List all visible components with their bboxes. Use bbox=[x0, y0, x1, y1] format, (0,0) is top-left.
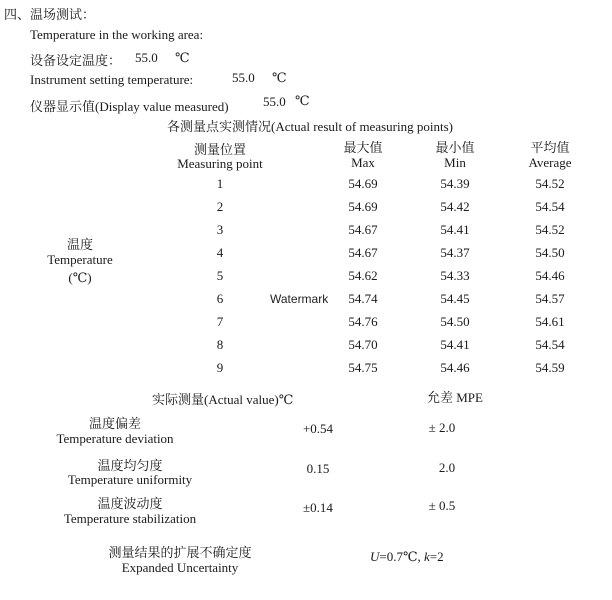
row-label-unit: (℃) bbox=[68, 270, 92, 285]
cell-avg: 54.50 bbox=[535, 245, 565, 260]
section-heading: 四、温场测试： bbox=[4, 7, 96, 22]
cell-min: 54.41 bbox=[440, 337, 470, 352]
uncertainty-label-en: Expanded Uncertainty bbox=[121, 560, 239, 575]
cell-avg: 54.61 bbox=[535, 314, 565, 329]
deviation-mpe: ± 2.0 bbox=[428, 420, 456, 435]
setting-temperature-cn-unit: ℃ bbox=[175, 50, 190, 65]
header-min-cn: 最小值 bbox=[435, 140, 475, 155]
cell-avg: 54.54 bbox=[535, 337, 565, 352]
u-value: =0.7℃, bbox=[379, 549, 425, 564]
cell-point: 3 bbox=[216, 222, 224, 237]
row-label-cn: 温度 bbox=[66, 237, 93, 252]
deviation-actual: +0.54 bbox=[302, 421, 334, 436]
cell-min: 54.42 bbox=[440, 199, 470, 214]
display-value-unit: ℃ bbox=[295, 93, 310, 108]
deviation-label-en: Temperature deviation bbox=[56, 431, 174, 446]
cell-max: 54.67 bbox=[348, 222, 378, 237]
cell-point: 1 bbox=[216, 176, 224, 191]
setting-temperature-en-unit: ℃ bbox=[272, 70, 287, 85]
header-min-en: Min bbox=[444, 155, 466, 170]
uniformity-label-en: Temperature uniformity bbox=[67, 472, 193, 487]
cell-avg: 54.57 bbox=[535, 291, 565, 306]
cell-max: 54.74 bbox=[348, 291, 378, 306]
cell-point: 9 bbox=[216, 360, 224, 375]
stabilization-label-en: Temperature stabilization bbox=[63, 511, 197, 526]
setting-temperature-en-value: 55.0 bbox=[232, 70, 255, 85]
watermark: Watermark bbox=[270, 292, 329, 306]
k-value: =2 bbox=[429, 549, 444, 564]
cell-min: 54.37 bbox=[440, 245, 470, 260]
header-point-en: Measuring point bbox=[177, 156, 263, 171]
cell-point: 5 bbox=[216, 268, 224, 283]
setting-temperature-en-label: Instrument setting temperature: bbox=[30, 72, 194, 87]
cell-point: 6 bbox=[216, 291, 224, 306]
mpe-header: 允差 MPE bbox=[427, 390, 483, 405]
cell-point: 4 bbox=[216, 245, 224, 260]
uniformity-mpe: 2.0 bbox=[438, 460, 456, 475]
k-symbol: k bbox=[424, 549, 430, 564]
display-value: 55.0 bbox=[263, 94, 286, 109]
cell-max: 54.62 bbox=[348, 268, 378, 283]
display-value-label: 仪器显示值(Display value measured) bbox=[30, 99, 229, 114]
cell-max: 54.69 bbox=[348, 176, 378, 191]
cell-min: 54.50 bbox=[440, 314, 470, 329]
cell-avg: 54.54 bbox=[535, 199, 565, 214]
uncertainty-label-cn: 测量结果的扩展不确定度 bbox=[108, 545, 252, 560]
table-title: 各测量点实测情况(Actual result of measuring points) bbox=[167, 119, 453, 134]
header-max-en: Max bbox=[351, 155, 375, 170]
working-area-label: Temperature in the working area: bbox=[30, 27, 204, 42]
cell-avg: 54.46 bbox=[535, 268, 565, 283]
cell-max: 54.76 bbox=[348, 314, 378, 329]
cell-point: 8 bbox=[216, 337, 224, 352]
header-point-cn: 测量位置 bbox=[193, 142, 246, 157]
row-label-en: Temperature bbox=[47, 252, 113, 267]
cell-min: 54.46 bbox=[440, 360, 470, 375]
cell-max: 54.67 bbox=[348, 245, 378, 260]
actual-value-header: 实际测量(Actual value)℃ bbox=[152, 392, 294, 407]
header-avg-en: Average bbox=[528, 155, 572, 170]
deviation-label-cn: 温度偏差 bbox=[88, 416, 141, 431]
cell-point: 2 bbox=[216, 199, 224, 214]
cell-point: 7 bbox=[216, 314, 224, 329]
uncertainty-value bbox=[370, 549, 444, 565]
cell-max: 54.69 bbox=[348, 199, 378, 214]
cell-min: 54.45 bbox=[440, 291, 470, 306]
cell-max: 54.70 bbox=[348, 337, 378, 352]
stabilization-mpe: ± 0.5 bbox=[428, 498, 456, 513]
cell-min: 54.33 bbox=[440, 268, 470, 283]
setting-temperature-cn-label: 设备设定温度： bbox=[30, 53, 122, 68]
cell-min: 54.41 bbox=[440, 222, 470, 237]
header-max-cn: 最大值 bbox=[343, 140, 383, 155]
uniformity-label-cn: 温度均匀度 bbox=[97, 458, 163, 473]
cell-avg: 54.52 bbox=[535, 176, 565, 191]
cell-min: 54.39 bbox=[440, 176, 470, 191]
cell-avg: 54.52 bbox=[535, 222, 565, 237]
stabilization-label-cn: 温度波动度 bbox=[97, 496, 163, 511]
setting-temperature-cn-value: 55.0 bbox=[135, 50, 158, 65]
uniformity-actual: 0.15 bbox=[306, 461, 330, 476]
header-avg-cn: 平均值 bbox=[530, 140, 570, 155]
stabilization-actual: ±0.14 bbox=[303, 500, 333, 515]
cell-max: 54.75 bbox=[348, 360, 378, 375]
cell-avg: 54.59 bbox=[535, 360, 565, 375]
u-symbol: U bbox=[370, 549, 380, 564]
